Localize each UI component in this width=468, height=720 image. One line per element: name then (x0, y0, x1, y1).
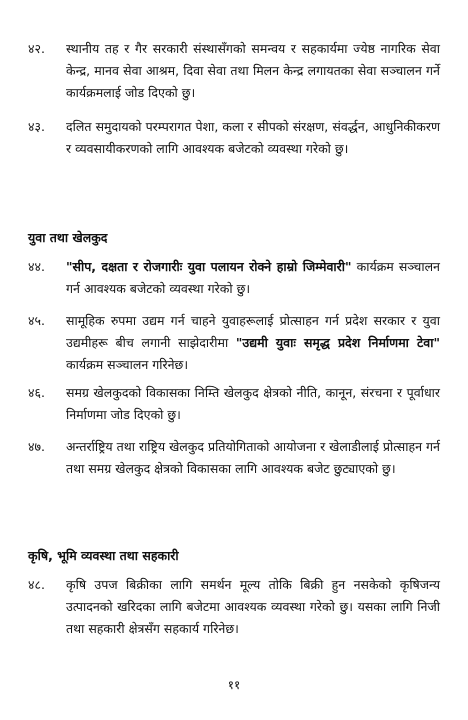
paragraph-text: दलित समुदायको परम्परागत पेशा, कला र सीपको संरक्षण, संवर्द्धन, आधुनिकीकरण र व्यवसायीकरणको लागि आवश्यक बजेटको व्यवस्था गरेको छु। (66, 119, 440, 156)
section-heading-youth-sports: युवा तथा खेलकुद (28, 230, 108, 245)
paragraph-text-rest: कार्यक्रम सञ्चालन गरिनेछ। (66, 357, 189, 372)
paragraph-text (66, 310, 440, 376)
section-heading-agriculture: कृषि, भूमि व्यवस्था तथा सहकारी (28, 548, 179, 563)
paragraph-number: ४३. (28, 119, 45, 134)
program-name: "उद्यमी युवाः समृद्ध प्रदेश निर्माणमा टेवा" (235, 335, 440, 350)
paragraph-number: ४८. (28, 577, 45, 592)
program-name: "सीप, दक्षता र रोजगारीः युवा पलायन रोक्ने हाम्रो जिम्मेवारी" (66, 259, 352, 274)
paragraph-text: अन्तर्राष्ट्रिय तथा राष्ट्रिय खेलकुद प्रतियोगिताको आयोजना र खेलाडीलाई प्रोत्साहन गर्न तथा समग्र खेलकुद क्षेत्रको विकासका लागि आवश्यक बजेट छुट्याएको छु। (66, 439, 440, 476)
paragraph-text: कृषि उपज बिक्रीका लागि समर्थन मूल्य तोकि बिक्री हुन नसकेको कृषिजन्य उत्पादनको खरिदका लागि बजेटमा आवश्यक व्यवस्था गरेको छु। यसका लागि निजी तथा सहकारी क्षेत्रसँग सहकार्य गरिनेछ। (66, 577, 440, 636)
paragraph-text (66, 256, 440, 300)
paragraph-text: स्थानीय तह र गैर सरकारी संस्थासँगको समन्वय र सहकार्यमा ज्येष्ठ नागरिक सेवा केन्द्र, मानव सेवा आश्रम, दिवा सेवा तथा मिलन केन्द्र लगायतका सेवा सञ्चालन गर्ने कार्यक्रमलाई जोड दिएको छु। (66, 41, 440, 100)
paragraph-number: ४५. (28, 313, 45, 328)
paragraph-text-start: सामूहिक रुपमा उद्यम गर्न चाहने युवाहरूलाई प्रोत्साहन गर्न प्रदेश सरकार र युवा उद्यमीहरू बीच लगानी साझेदारीमा (66, 313, 440, 350)
paragraph-number: ४६. (28, 385, 45, 400)
paragraph-number: ४४. (28, 259, 45, 274)
page-number: ११ (227, 678, 241, 692)
paragraph-text-rest: कार्यक्रम सञ्चालन गर्न आवश्यक बजेटको व्यवस्था गरेको छु। (66, 259, 440, 296)
paragraph-number: ४२. (28, 41, 45, 56)
paragraph-text: समग्र खेलकुदको विकासका निम्ति खेलकुद क्षेत्रको नीति, कानून, संरचना र पूर्वाधार निर्माणमा जोड दिएको छु। (66, 385, 440, 422)
paragraph-number: ४७. (28, 439, 45, 454)
